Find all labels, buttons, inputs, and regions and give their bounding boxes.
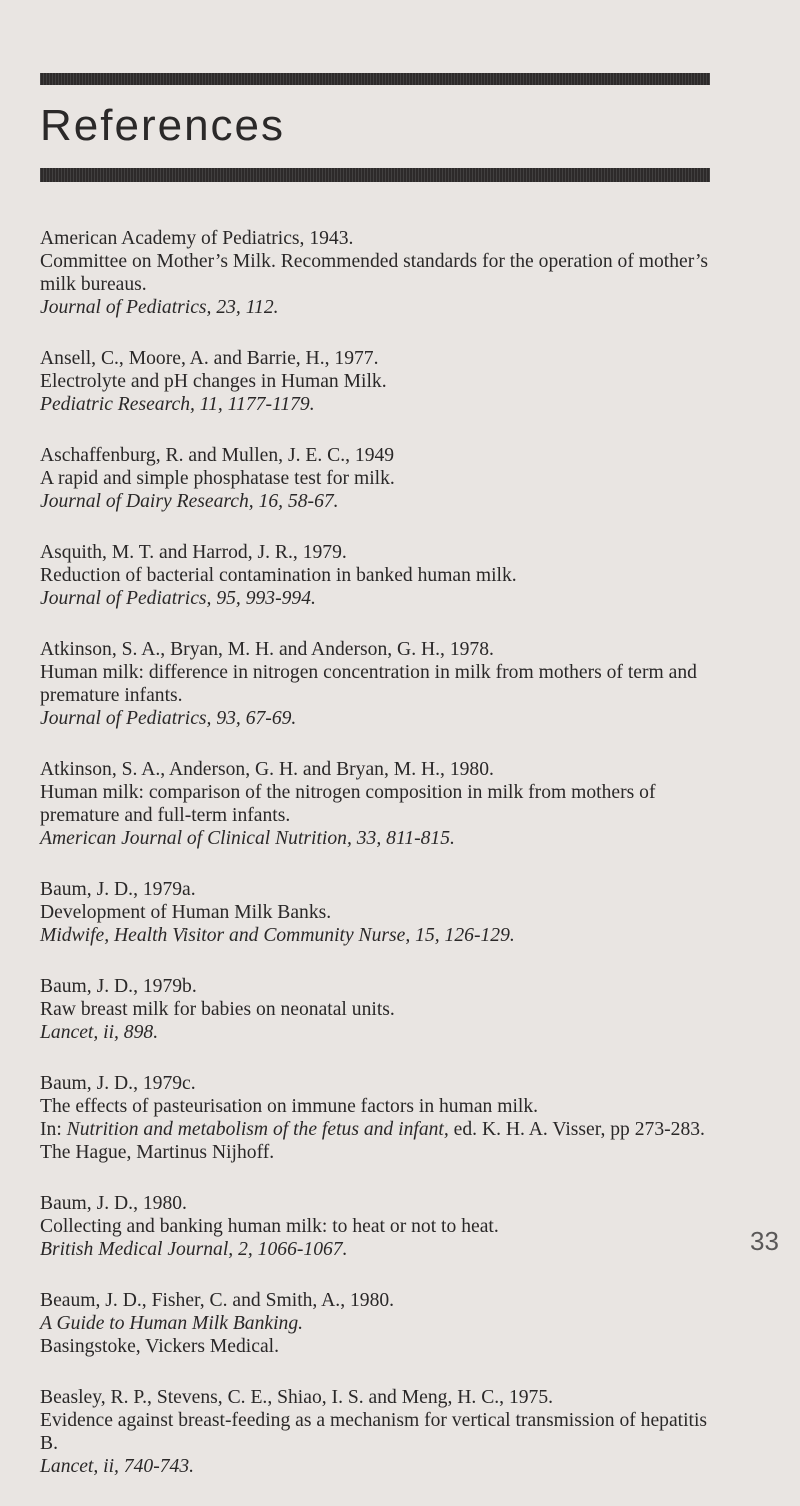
reference-authors: Asquith, M. T. and Harrod, J. R., 1979. xyxy=(40,542,347,563)
reference-title: Human milk: difference in nitrogen concentration in milk from mothers of term and premature infants. xyxy=(40,662,697,706)
reference-entry xyxy=(40,1289,720,1358)
reference-source-prefix: In: xyxy=(40,1119,67,1140)
reference-title: Human milk: comparison of the nitrogen composition in milk from mothers of premature and full-term infants. xyxy=(40,782,656,826)
reference-entry xyxy=(40,878,720,947)
reference-source: Journal of Pediatrics, 93, 67-69. xyxy=(40,708,297,729)
page-title: References xyxy=(40,101,286,150)
reference-source: American Journal of Clinical Nutrition, 33, 811-815. xyxy=(40,828,455,849)
reference-authors: Baum, J. D., 1979a. xyxy=(40,879,196,900)
reference-authors: Baum, J. D., 1979c. xyxy=(40,1073,196,1094)
reference-title: The effects of pasteurisation on immune factors in human milk. xyxy=(40,1096,539,1117)
reference-title: Committee on Mother’s Milk. Recommended standards for the operation of mother’s milk bureaus. xyxy=(40,251,709,295)
header-rule-top xyxy=(40,73,710,85)
reference-authors: Baum, J. D., 1980. xyxy=(40,1193,187,1214)
reference-publisher: The Hague, Martinus Nijhoff. xyxy=(40,1142,275,1163)
reference-authors: Atkinson, S. A., Anderson, G. H. and Bryan, M. H., 1980. xyxy=(40,759,494,780)
reference-title: Reduction of bacterial contamination in banked human milk. xyxy=(40,565,517,586)
reference-authors: Ansell, C., Moore, A. and Barrie, H., 1977. xyxy=(40,348,379,369)
reference-entry xyxy=(40,1386,720,1478)
reference-entry xyxy=(40,541,720,610)
reference-entry xyxy=(40,1192,720,1261)
reference-source: Journal of Pediatrics, 23, 112. xyxy=(40,297,279,318)
reference-source: Journal of Dairy Research, 16, 58-67. xyxy=(40,491,339,512)
reference-source: Midwife, Health Visitor and Community Nurse, 15, 126-129. xyxy=(40,925,515,946)
reference-source: Nutrition and metabolism of the fetus and infant, xyxy=(66,1119,449,1140)
reference-authors: Atkinson, S. A., Bryan, M. H. and Anderson, G. H., 1978. xyxy=(40,639,494,660)
reference-title: Evidence against breast-feeding as a mechanism for vertical transmission of hepatitis B. xyxy=(40,1410,708,1454)
reference-authors: Beasley, R. P., Stevens, C. E., Shiao, I. S. and Meng, H. C., 1975. xyxy=(40,1387,554,1408)
page-number: 33 xyxy=(750,1226,779,1256)
reference-entry xyxy=(40,444,720,513)
reference-source: Pediatric Research, 11, 1177-1179. xyxy=(40,394,315,415)
reference-list xyxy=(40,227,720,1506)
reference-title: A Guide to Human Milk Banking. xyxy=(40,1313,304,1334)
reference-entry xyxy=(40,638,720,730)
reference-title: Electrolyte and pH changes in Human Milk. xyxy=(40,371,387,392)
reference-authors: Aschaffenburg, R. and Mullen, J. E. C., 1949 xyxy=(40,445,395,466)
reference-authors: Baum, J. D., 1979b. xyxy=(40,976,197,997)
reference-source: Lancet, ii, 898. xyxy=(40,1022,159,1043)
reference-entry xyxy=(40,347,720,416)
reference-entry xyxy=(40,227,720,319)
reference-source: Basingstoke, Vickers Medical. xyxy=(40,1336,279,1357)
reference-title: Raw breast milk for babies on neonatal units. xyxy=(40,999,395,1020)
reference-title: A rapid and simple phosphatase test for milk. xyxy=(40,468,395,489)
reference-source-suffix: ed. K. H. A. Visser, pp 273-283. xyxy=(448,1119,705,1140)
reference-source: British Medical Journal, 2, 1066-1067. xyxy=(40,1239,348,1260)
reference-title: Collecting and banking human milk: to heat or not to heat. xyxy=(40,1216,499,1237)
reference-source: Lancet, ii, 740-743. xyxy=(40,1456,195,1477)
reference-entry xyxy=(40,975,720,1044)
reference-authors: Beaum, J. D., Fisher, C. and Smith, A., 1980. xyxy=(40,1290,395,1311)
reference-entry xyxy=(40,758,720,850)
header-rule-bottom xyxy=(40,168,710,182)
reference-source: Journal of Pediatrics, 95, 993-994. xyxy=(40,588,316,609)
reference-entry xyxy=(40,1072,720,1164)
reference-title: Development of Human Milk Banks. xyxy=(40,902,332,923)
reference-source-line xyxy=(40,1118,720,1141)
reference-authors: American Academy of Pediatrics, 1943. xyxy=(40,228,354,249)
